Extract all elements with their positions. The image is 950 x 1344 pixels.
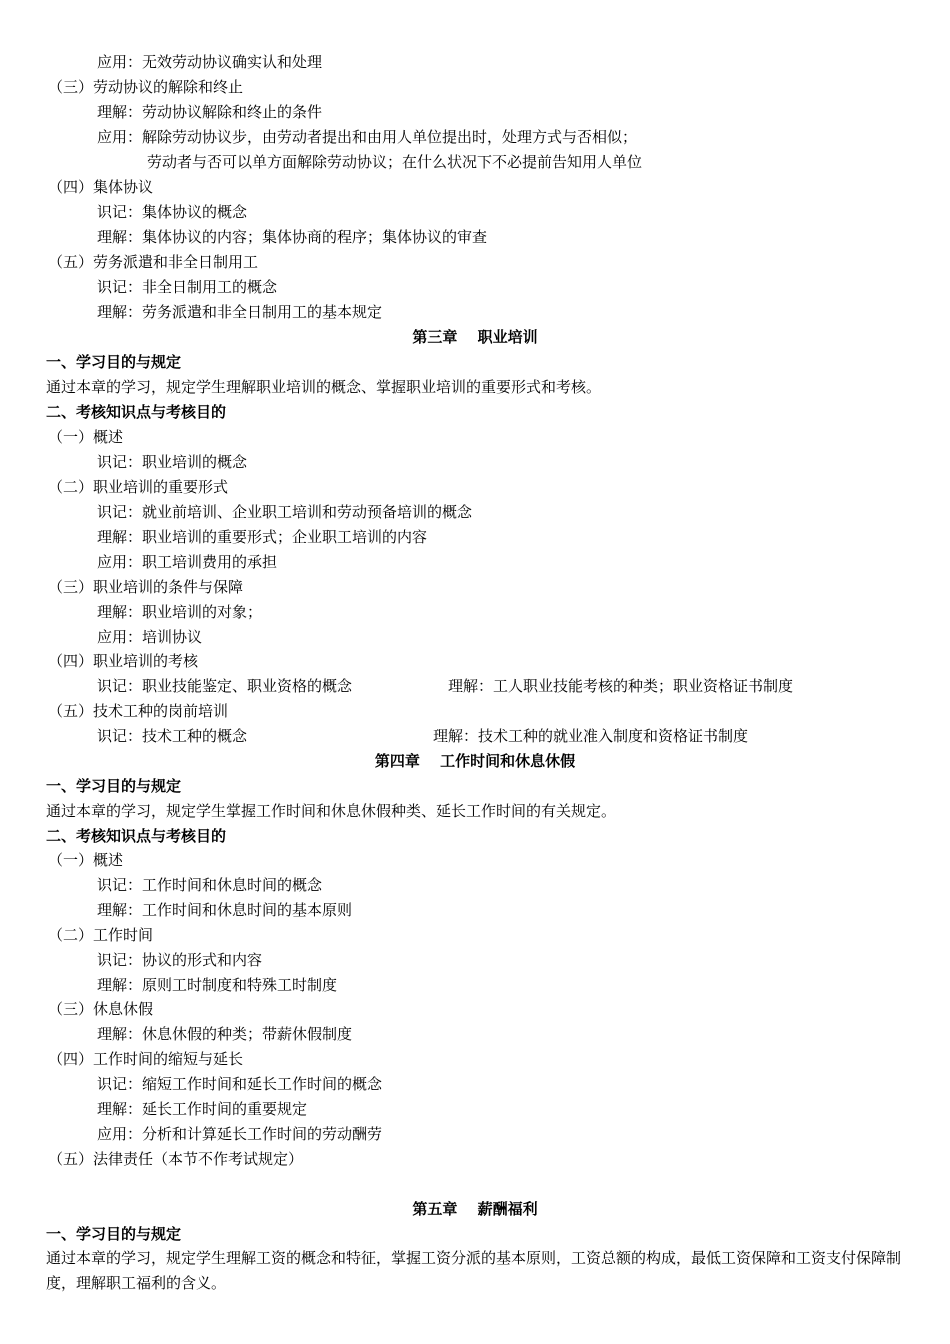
chapter-title: 第三章 职业培训 <box>412 328 538 346</box>
knowledge-item: 应用：职工培训费用的承担 <box>97 553 278 571</box>
knowledge-item: 识记：工作时间和休息时间的概念 <box>97 876 323 894</box>
knowledge-item: 识记：技术工种的概念 <box>97 727 248 745</box>
section-heading: 二、考核知识点与考核目的 <box>46 827 227 845</box>
subsection-title: （三）职业培训的条件与保障 <box>48 578 244 596</box>
knowledge-item: 识记：职业培训的概念 <box>97 453 248 471</box>
knowledge-item: 理解：劳务派遣和非全日制用工的基本规定 <box>97 303 383 321</box>
knowledge-item: 理解：延长工作时间的重要规定 <box>97 1100 308 1118</box>
paragraph: 通过本章的学习，规定学生掌握工作时间和休息休假种类、延长工作时间的有关规定。 <box>46 802 617 820</box>
knowledge-item: 理解：原则工时制度和特殊工时制度 <box>97 976 338 994</box>
knowledge-item: 理解：职业培训的对象； <box>97 603 263 621</box>
subsection-title: （五）技术工种的岗前培训 <box>48 702 229 720</box>
knowledge-item: 理解：劳动协议解除和终止的条件 <box>97 103 323 121</box>
knowledge-item: 识记：协议的形式和内容 <box>97 951 263 969</box>
section-heading: 一、学习目的与规定 <box>46 1225 182 1243</box>
subsection-title: （四）工作时间的缩短与延长 <box>48 1050 244 1068</box>
knowledge-item: 识记：缩短工作时间和延长工作时间的概念 <box>97 1075 383 1093</box>
subsection-title: （二）工作时间 <box>48 926 154 944</box>
section-heading: 一、学习目的与规定 <box>46 777 182 795</box>
subsection-title: （一）概述 <box>48 851 124 869</box>
subsection-title: （三）休息休假 <box>48 1000 154 1018</box>
knowledge-item: 应用：分析和计算延长工作时间的劳动酬劳 <box>97 1125 383 1143</box>
knowledge-item: 理解：技术工种的就业准入制度和资格证书制度 <box>433 727 749 745</box>
subsection-title: （三）劳动协议的解除和终止 <box>48 78 244 96</box>
knowledge-item: 识记：就业前培训、企业职工培训和劳动预备培训的概念 <box>97 503 473 521</box>
knowledge-item: 应用：培训协议 <box>97 628 203 646</box>
subsection-title: （一）概述 <box>48 428 124 446</box>
chapter-title: 第五章 薪酬福利 <box>412 1200 538 1218</box>
knowledge-item: 理解：休息休假的种类；带薪休假制度 <box>97 1025 353 1043</box>
knowledge-item: 理解：集体协议的内容；集体协商的程序；集体协议的审查 <box>97 228 488 246</box>
knowledge-item: 应用：解除劳动协议步，由劳动者提出和由用人单位提出时，处理方式与否相似； <box>97 128 638 146</box>
chapter-title: 第四章 工作时间和休息休假 <box>374 752 576 770</box>
subsection-title: （四）职业培训的考核 <box>48 652 199 670</box>
subsection-title: （五）法律责任（本节不作考试规定） <box>48 1150 304 1168</box>
knowledge-item: 理解：工作时间和休息时间的基本原则 <box>97 901 353 919</box>
subsection-title: （五）劳务派遣和非全日制用工 <box>48 253 259 271</box>
knowledge-item: 识记：非全日制用工的概念 <box>97 278 278 296</box>
knowledge-item: 识记：职业技能鉴定、职业资格的概念 <box>97 677 353 695</box>
section-heading: 一、学习目的与规定 <box>46 353 182 371</box>
knowledge-item: 理解：工人职业技能考核的种类；职业资格证书制度 <box>448 677 794 695</box>
subsection-title: （四）集体协议 <box>48 178 154 196</box>
knowledge-item: 应用：无效劳动协议确实认和处理 <box>97 53 323 71</box>
knowledge-item: 理解：职业培训的重要形式；企业职工培训的内容 <box>97 528 428 546</box>
section-heading: 二、考核知识点与考核目的 <box>46 403 227 421</box>
paragraph: 通过本章的学习，规定学生理解工资的概念和特征，掌握工资分派的基本原则，工资总额的构成，最低工资保障和工资支付保障制度，理解职工福利的含义。 <box>46 1249 902 1292</box>
knowledge-item: 劳动者与否可以单方面解除劳动协议；在什么状况下不必提前告知用人单位 <box>147 153 643 171</box>
paragraph: 通过本章的学习，规定学生理解职业培训的概念、掌握职业培训的重要形式和考核。 <box>46 378 602 396</box>
knowledge-item: 识记：集体协议的概念 <box>97 203 248 221</box>
subsection-title: （二）职业培训的重要形式 <box>48 478 229 496</box>
